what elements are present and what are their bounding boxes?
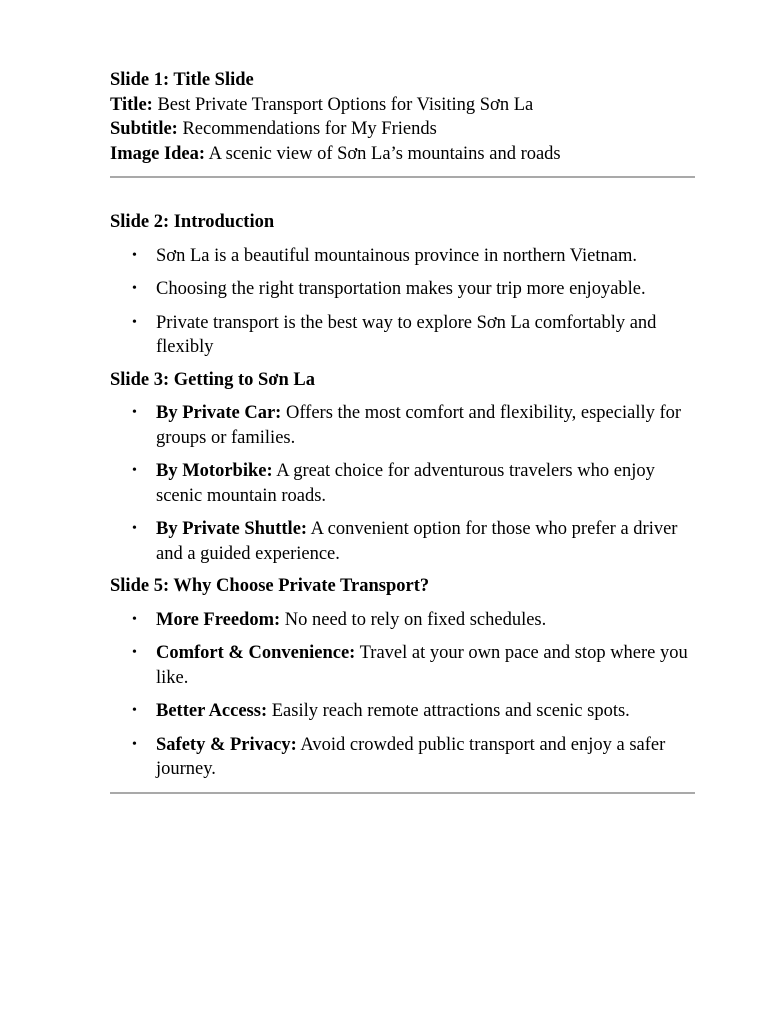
list-item-text: Sơn La is a beautiful mountainous province in northern Vietnam. (156, 245, 638, 266)
list-item (110, 733, 695, 782)
slide1-title-label: Title: (110, 94, 153, 115)
list-item-label: Safety & Privacy: (156, 734, 297, 755)
bullet-icon: • (132, 463, 137, 478)
list-item-label: Better Access: (156, 701, 268, 721)
bullet-icon: • (132, 281, 137, 296)
list-item (110, 641, 695, 690)
slide3-bullet-list (110, 401, 695, 566)
slide1-subtitle-line (110, 117, 695, 142)
list-item (110, 277, 695, 302)
list-item-text: Private transport is the best way to explore Sơn La comfortably and flexibly (156, 312, 657, 357)
list-item (110, 311, 695, 360)
bullet-icon: • (132, 611, 137, 627)
bullet-icon: • (132, 247, 137, 263)
list-item (110, 401, 695, 450)
bullet-icon: • (132, 405, 137, 420)
slide1-image-idea-value: A scenic view of Sơn La’s mountains and roads (205, 143, 561, 164)
bullet-icon: • (132, 645, 137, 660)
slide2-heading: Slide 2: Introduction (110, 212, 275, 232)
list-item-label: By Private Shuttle: (156, 519, 308, 539)
bullet-icon: • (132, 736, 137, 752)
list-item-label: More Freedom: (156, 609, 281, 630)
document-content (110, 68, 695, 794)
list-item (110, 699, 695, 724)
bullet-icon: • (132, 703, 137, 718)
list-item-label: Comfort & Convenience: (156, 643, 356, 663)
list-item-text: A great choice for adventurous travelers who enjoy scenic mountain roads. (156, 461, 655, 506)
slide1-subtitle-value: Recommendations for My Friends (177, 119, 437, 139)
list-item-text: Choosing the right transportation makes your trip more enjoyable. (156, 279, 646, 299)
divider-top (110, 176, 695, 178)
list-item-text: Avoid crowded public transport and enjoy a safer journey. (156, 734, 666, 779)
slide1-image-idea-label: Image Idea: (110, 143, 206, 164)
slide1-title-line (110, 93, 695, 118)
list-item (110, 608, 695, 633)
bullet-icon: • (132, 314, 137, 330)
list-item-text: Easily reach remote attractions and scenic spots. (267, 701, 630, 721)
list-item-label: By Private Car: (156, 403, 282, 423)
list-item (110, 517, 695, 566)
slide1-image-idea-line (110, 142, 695, 167)
slide3-heading: Slide 3: Getting to Sơn La (110, 369, 316, 390)
list-item-text: No need to rely on fixed schedules. (280, 609, 547, 630)
list-item (110, 244, 695, 269)
list-item-text: Offers the most comfort and flexibility, especially for groups or families. (156, 403, 682, 448)
list-item-text: Travel at your own pace and stop where you like. (156, 643, 688, 688)
list-item (110, 459, 695, 508)
slide5-heading: Slide 5: Why Choose Private Transport? (110, 576, 430, 596)
bullet-icon: • (132, 521, 137, 536)
slide5-bullet-list (110, 608, 695, 782)
slide2-bullet-list (110, 244, 695, 360)
divider-bottom (110, 792, 695, 794)
list-item-label: By Motorbike: (156, 461, 273, 481)
slide1-subtitle-label: Subtitle: (110, 119, 178, 139)
list-item-text: A convenient option for those who prefer a driver and a guided experience. (156, 519, 678, 564)
slide1-title-value: Best Private Transport Options for Visiting Sơn La (152, 94, 534, 115)
slide1-heading: Slide 1: Title Slide (110, 70, 254, 90)
